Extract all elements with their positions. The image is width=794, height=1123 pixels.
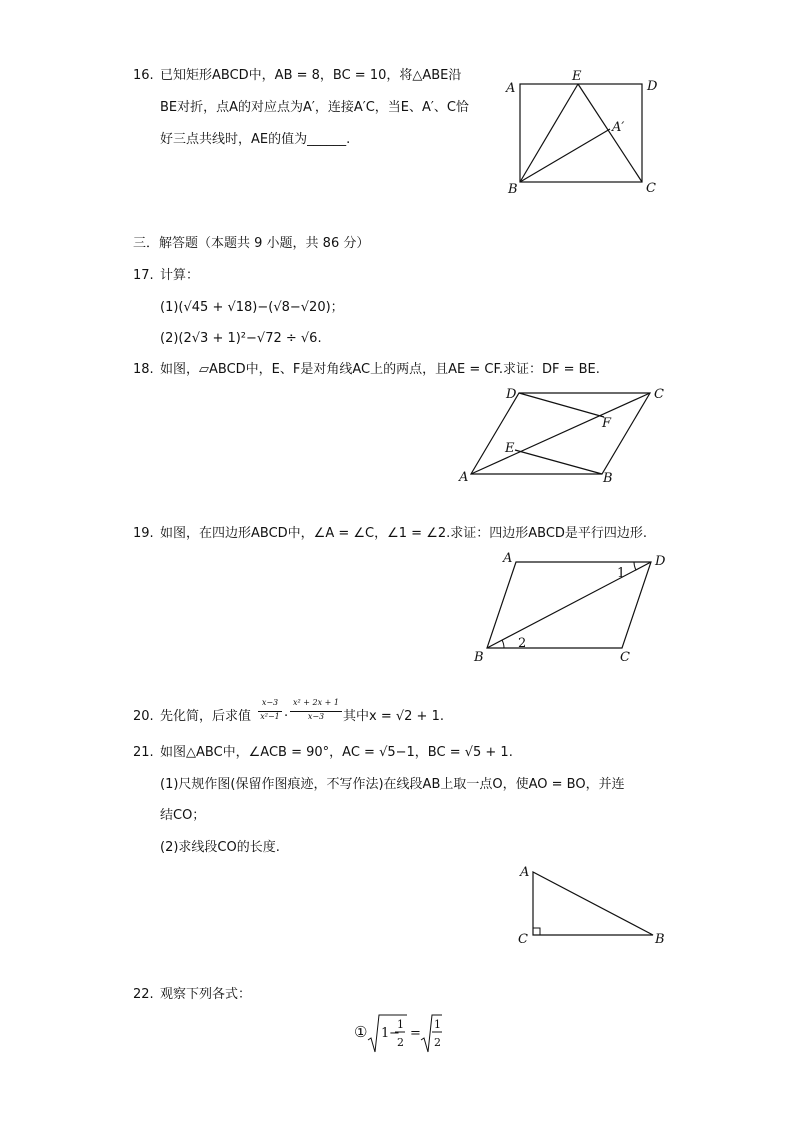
q21-part1-line2: 结CO； [160, 808, 206, 823]
q16-label-a: A [506, 81, 516, 96]
q16-label-a1: A′ [612, 120, 625, 135]
q19-text: 如图，在四边形ABCD中，∠A = ∠C，∠1 = ∠2.求证：四边形ABCD是平行四边形. [160, 526, 648, 541]
q18-label-c: C [654, 387, 664, 402]
q21-text: 如图△ABC中，∠ACB = 90°，AC = √5−1，BC = √5 + 1. [160, 745, 513, 760]
q16-label-d: D [647, 79, 658, 94]
q22-equals: = [410, 1026, 421, 1041]
q21-label-a: A [520, 865, 530, 880]
q16-line2: BE对折，点A的对应点为A′，连接A′C，当E、A′、C恰 [160, 100, 469, 115]
q16-line1: 已知矩形ABCD中，AB = 8，BC = 10，将△ABE沿 [160, 68, 462, 83]
q18-label-e: E [505, 441, 515, 456]
q22-number: 22. [133, 987, 154, 1002]
q19-label-angle2: 2 [518, 636, 527, 651]
q16-line3: 好三点共线时，AE的值为______. [160, 132, 351, 147]
q21-label-b: B [655, 932, 665, 947]
q17-number: 17. [133, 268, 154, 283]
q22-rhs-den: 2 [434, 1036, 441, 1049]
q20-pre: 先化简，后求值 [160, 709, 252, 724]
q22-frac-num: 1 [397, 1018, 404, 1031]
q21-number: 21. [133, 745, 154, 760]
q18-label-a: A [459, 470, 469, 485]
section-heading: 三．解答题（本题共 9 小题，共 86 分） [133, 236, 370, 251]
q21-part1-line1: (1)尺规作图(保留作图痕迹，不写作法)在线段AB上取一点O，使AO = BO，并连 [160, 777, 625, 792]
q16-label-b: B [508, 182, 518, 197]
q16-label-e: E [572, 69, 582, 84]
q19-number: 19. [133, 526, 154, 541]
q17-part2: (2)(2√3 + 1)²−√72 ÷ √6. [160, 331, 322, 346]
q20-frac1-den: x²−1 [260, 712, 280, 721]
q20-number: 20. [133, 709, 154, 724]
q19-label-c: C [620, 650, 630, 665]
q21-part2: (2)求线段CO的长度. [160, 840, 280, 855]
q16-number: 16. [133, 68, 154, 83]
q20-dot: · [284, 709, 289, 724]
q16-label-c: C [646, 181, 656, 196]
q18-label-d: D [506, 387, 517, 402]
q18-label-f: F [602, 416, 612, 431]
q22-item-mark: ① [354, 1023, 368, 1041]
q17-part1: (1)(√45 + √18)−(√8−√20)； [160, 300, 344, 315]
q17-stem: 计算： [160, 268, 200, 283]
q22-stem: 观察下列各式： [160, 987, 252, 1002]
q20-post: 其中x = √2 + 1. [343, 709, 444, 724]
q22-minus: − [389, 1026, 400, 1041]
q19-label-angle1: 1 [617, 566, 626, 581]
q18-number: 18. [133, 362, 154, 377]
q19-label-d: D [655, 554, 666, 569]
q18-text: 如图，▱ABCD中，E、F是对角线AC上的两点，且AE = CF.求证：DF = BE. [160, 362, 600, 377]
q19-label-b: B [474, 650, 484, 665]
q20-frac1-num: x−3 [261, 698, 279, 707]
q22-rhs-num: 1 [434, 1018, 441, 1031]
q21-label-c: C [518, 932, 528, 947]
q18-label-b: B [603, 471, 613, 486]
q22-one: 1 [381, 1026, 390, 1041]
q20-frac2-num: x² + 2x + 1 [293, 698, 339, 707]
q20-frac2-den: x−3 [307, 712, 325, 721]
q22-frac-den: 2 [397, 1036, 404, 1049]
q19-label-a: A [503, 551, 513, 566]
